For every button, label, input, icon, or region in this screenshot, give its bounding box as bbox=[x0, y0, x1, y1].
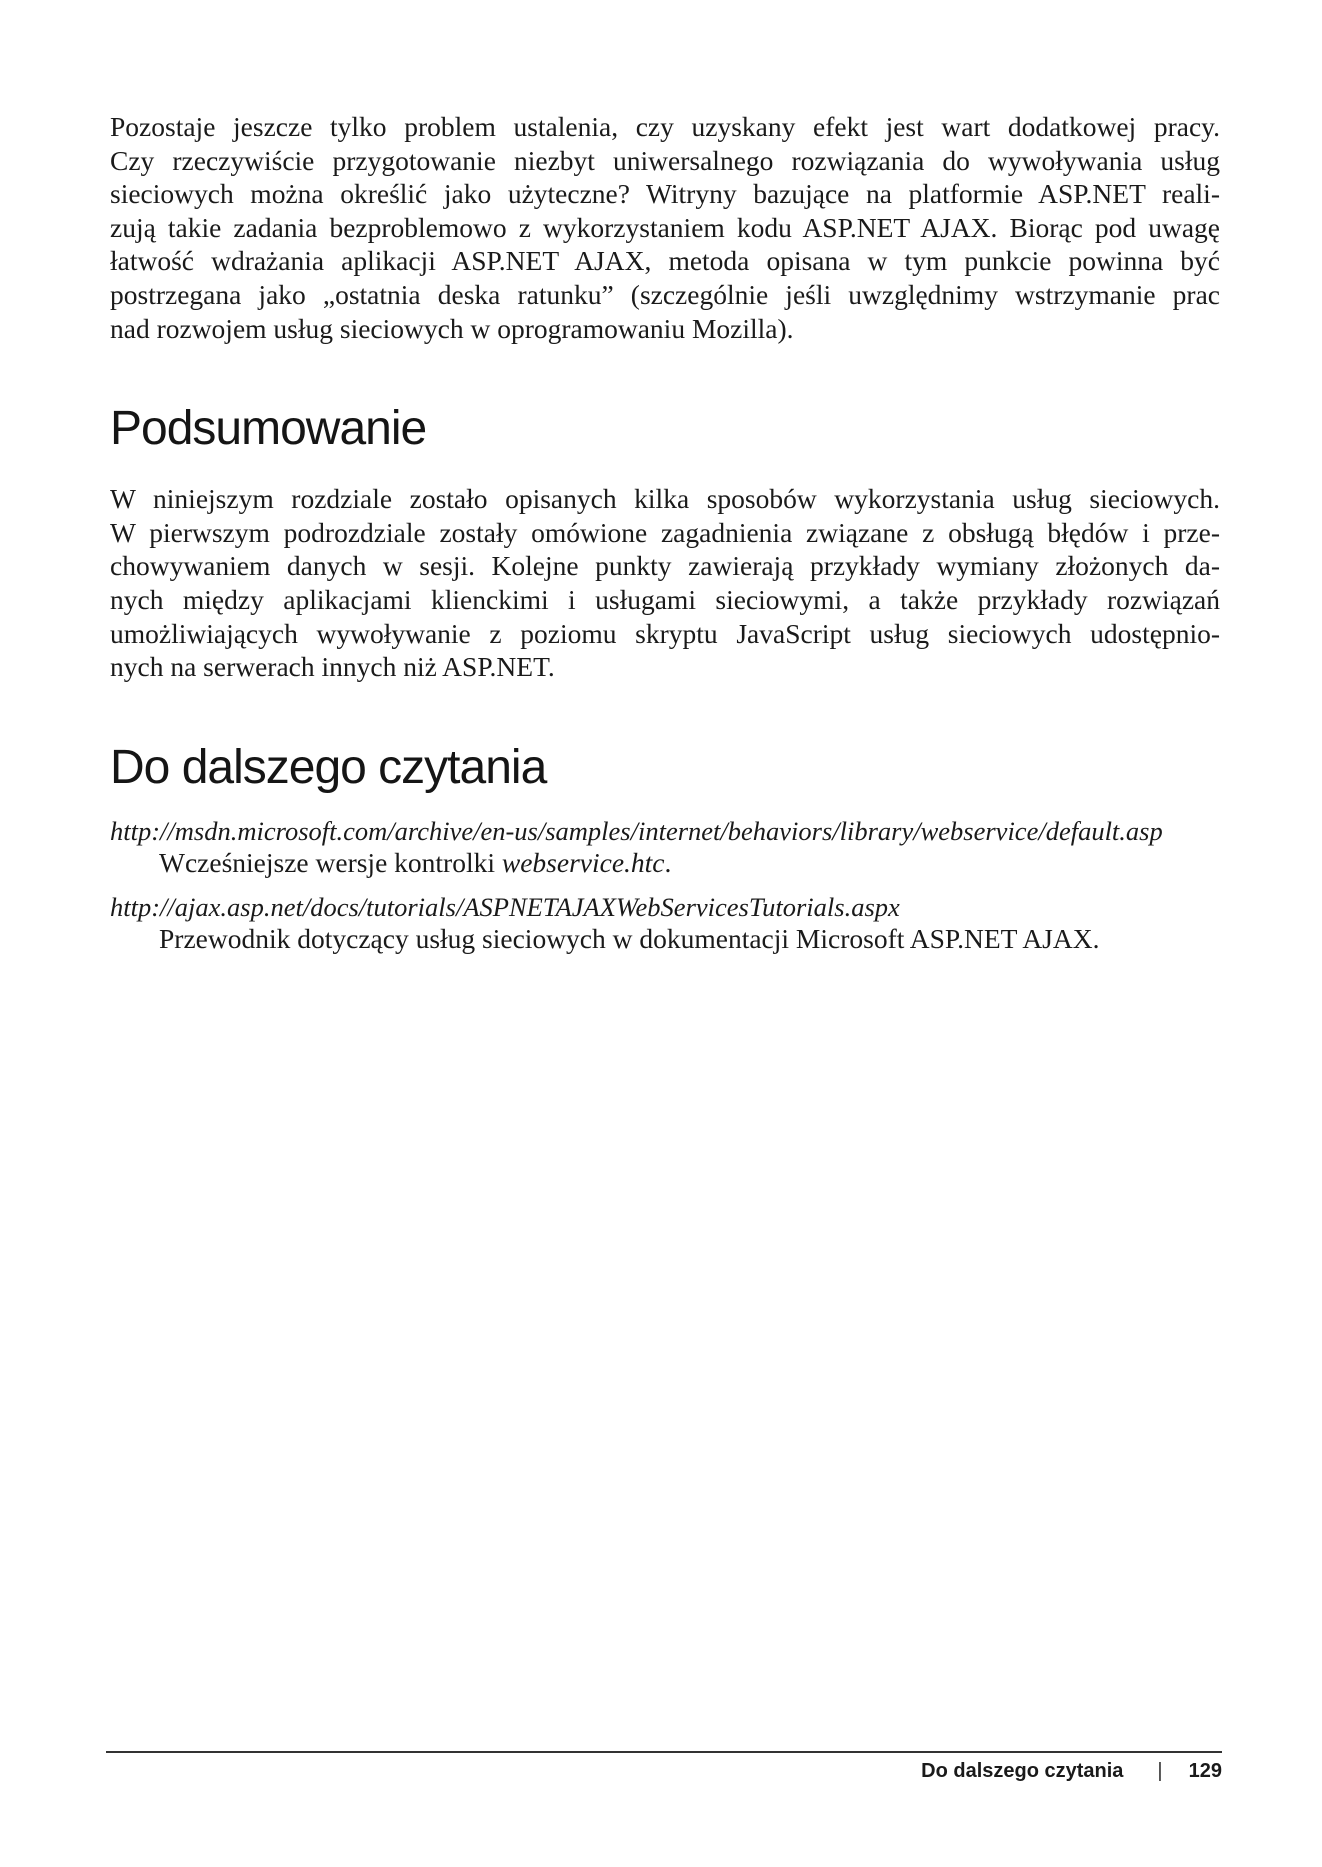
summary-line: W niniejszym rozdziale zostało opisanych kilka sposobów wykorzystania usług sieciowych. bbox=[110, 483, 1220, 515]
intro-line: sieciowych można określić jako użyteczne? Witryny bazujące na platformie ASP.NET reali- bbox=[110, 178, 1220, 210]
reference-description-text: Przewodnik dotyczący usług sieciowych w dokumentacji Microsoft ASP.NET AJAX. bbox=[159, 922, 1100, 954]
reference-url[interactable]: http://msdn.microsoft.com/archive/en-us/samples/internet/behaviors/library/webservice/default.asp bbox=[110, 815, 1163, 846]
summary-line: chowywaniem danych w sesji. Kolejne punkty zawierają przykłady wymiany złożonych da- bbox=[110, 550, 1220, 582]
reference-description-italic: webservice.htc bbox=[501, 846, 665, 878]
page-footer bbox=[921, 1760, 1222, 1783]
page-content bbox=[110, 110, 1220, 967]
intro-line: zują takie zadania bezproblemowo z wykorzystaniem kodu ASP.NET AJAX. Biorąc pod uwagę bbox=[110, 211, 1220, 243]
intro-line: Pozostaje jeszcze tylko problem ustalenia, czy uzyskany efekt jest wart dodatkowej pracy. bbox=[110, 111, 1220, 142]
summary-line: nych na serwerach innych niż ASP.NET. bbox=[110, 651, 555, 683]
summary-line: W pierwszym podrozdziale zostały omówione zagadnienia związane z obsługą błędów i prze- bbox=[110, 516, 1220, 548]
reference-item bbox=[110, 891, 1220, 955]
intro-line: nad rozwojem usług sieciowych w oprogramowaniu Mozilla). bbox=[110, 312, 794, 344]
footer-divider bbox=[106, 1751, 1222, 1753]
reference-description-text: Wcześniejsze wersje kontrolki bbox=[159, 846, 502, 878]
intro-line: postrzegana jako „ostatnia deska ratunku” (szczególnie jeśli uwzględnimy wstrzymanie prac bbox=[110, 278, 1220, 310]
reference-description-suffix: . bbox=[664, 846, 672, 878]
intro-paragraph bbox=[110, 110, 1220, 345]
page-number: 129 bbox=[1188, 1760, 1222, 1782]
intro-line: łatwość wdrażania aplikacji ASP.NET AJAX, metoda opisana w tym punkcie powinna być bbox=[110, 245, 1220, 277]
summary-line: umożliwiających wywoływanie z poziomu skryptu JavaScript usług sieciowych udostępnio- bbox=[110, 617, 1220, 649]
section-heading-further-reading: Do dalszego czytania bbox=[110, 740, 547, 794]
reference-item bbox=[110, 815, 1220, 879]
reference-description bbox=[110, 923, 1220, 955]
reference-description bbox=[110, 847, 1220, 879]
footer-section-title: Do dalszego czytania bbox=[921, 1760, 1124, 1782]
reference-url[interactable]: http://ajax.asp.net/docs/tutorials/ASPNETAJAXWebServicesTutorials.aspx bbox=[110, 891, 900, 922]
summary-line: nych między aplikacjami klienckimi i usługami sieciowymi, a także przykłady rozwiązań bbox=[110, 583, 1220, 615]
section-heading-summary: Podsumowanie bbox=[110, 402, 427, 456]
intro-line: Czy rzeczywiście przygotowanie niezbyt uniwersalnego rozwiązania do wywoływania usług bbox=[110, 144, 1220, 176]
summary-paragraph bbox=[110, 482, 1220, 684]
footer-separator: | bbox=[1157, 1760, 1163, 1782]
